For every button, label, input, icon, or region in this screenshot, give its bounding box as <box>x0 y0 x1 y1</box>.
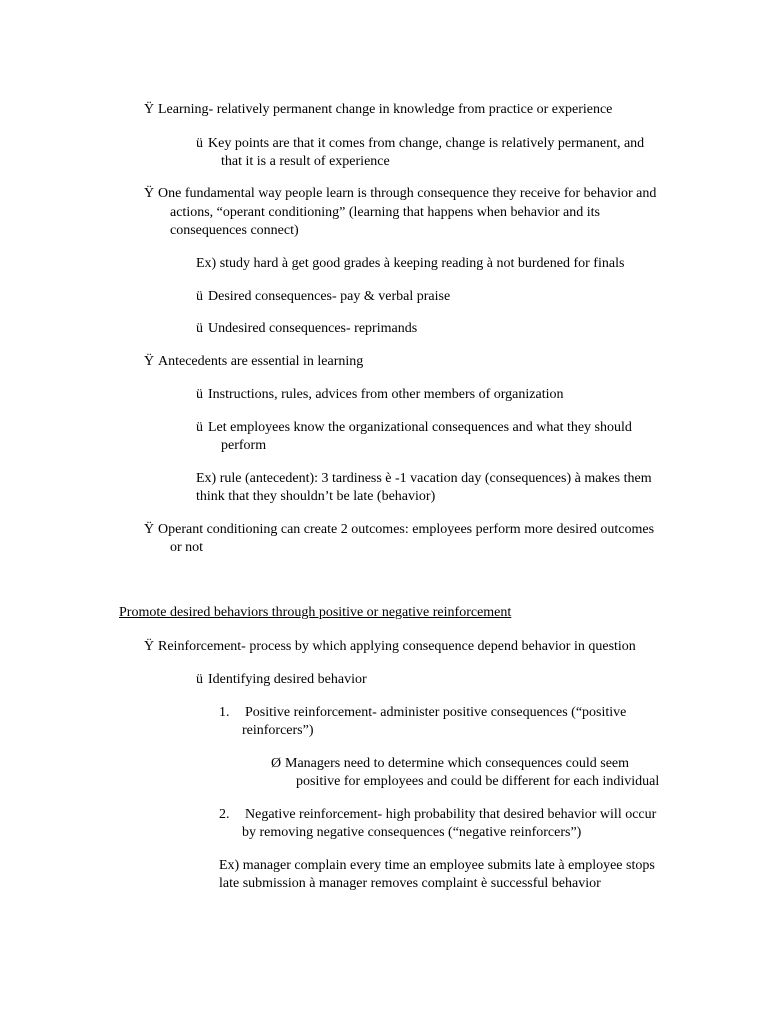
check-icon: ü <box>196 289 203 304</box>
item-text: Negative reinforcement- high probability that desired behavior will occur <box>245 807 657 822</box>
example-text: Ex) rule (antecedent): 3 tardiness è -1 vacation day (consequences) à makes them <box>196 471 652 486</box>
check-icon: ü <box>196 672 203 687</box>
example-text: Ex) manager complain every time an employee submits late à employee stops <box>219 858 655 873</box>
check-icon: ü <box>196 387 203 402</box>
bullet-text: Learning- relatively permanent change in knowledge from practice or experience <box>158 102 613 117</box>
bullet-continuation: or not <box>170 540 204 555</box>
subpoint-continuation: that it is a result of experience <box>221 154 390 169</box>
item-continuation: reinforcers”) <box>242 723 314 738</box>
item-text: Positive reinforcement- administer positive consequences (“positive <box>245 705 627 720</box>
bullet-icon: Ÿ <box>144 522 155 537</box>
bullet-continuation: actions, “operant conditioning” (learning that happens when behavior and its <box>170 205 600 220</box>
bullet-text: Operant conditioning can create 2 outcomes: employees perform more desired outcomes <box>158 522 655 537</box>
bullet-text: Reinforcement- process by which applying consequence depend behavior in question <box>158 639 636 654</box>
bullet-icon: Ÿ <box>144 354 155 369</box>
section-heading: Promote desired behaviors through positive or negative reinforcement <box>119 605 512 620</box>
subpoint-text: Let employees know the organizational consequences and what they should <box>208 420 632 435</box>
bullet-icon: Ÿ <box>144 186 155 201</box>
arrow-bullet-icon: Ø <box>271 756 282 771</box>
subpoint-text: Desired consequences- pay & verbal praise <box>208 289 451 304</box>
subpoint-text: Instructions, rules, advices from other members of organization <box>208 387 564 402</box>
subpoint-text: Key points are that it comes from change, change is relatively permanent, and <box>208 136 645 151</box>
example-continuation: late submission à manager removes complaint è successful behavior <box>219 876 601 891</box>
bullet-icon: Ÿ <box>144 639 155 654</box>
item-number: 1. <box>219 705 230 720</box>
bullet-icon: Ÿ <box>144 102 155 117</box>
check-icon: ü <box>196 420 203 435</box>
item-number: 2. <box>219 807 230 822</box>
bullet-continuation: consequences connect) <box>170 223 299 238</box>
subpoint-text: Undesired consequences- reprimands <box>208 321 418 336</box>
subpoint-text: Identifying desired behavior <box>208 672 367 687</box>
check-icon: ü <box>196 136 203 151</box>
subpoint-continuation: positive for employees and could be different for each individual <box>296 774 660 789</box>
example-study: Ex) study hard à get good grades à keeping reading à not burdened for finals <box>196 256 625 271</box>
bullet-text: One fundamental way people learn is through consequence they receive for behavior and <box>158 186 657 201</box>
subpoint-continuation: perform <box>221 438 267 453</box>
item-continuation: by removing negative consequences (“negative reinforcers”) <box>242 825 582 840</box>
check-icon: ü <box>196 321 203 336</box>
example-continuation: think that they shouldn’t be late (behavior) <box>196 489 436 504</box>
subpoint-text: Managers need to determine which consequences could seem <box>285 756 630 771</box>
bullet-text: Antecedents are essential in learning <box>158 354 364 369</box>
